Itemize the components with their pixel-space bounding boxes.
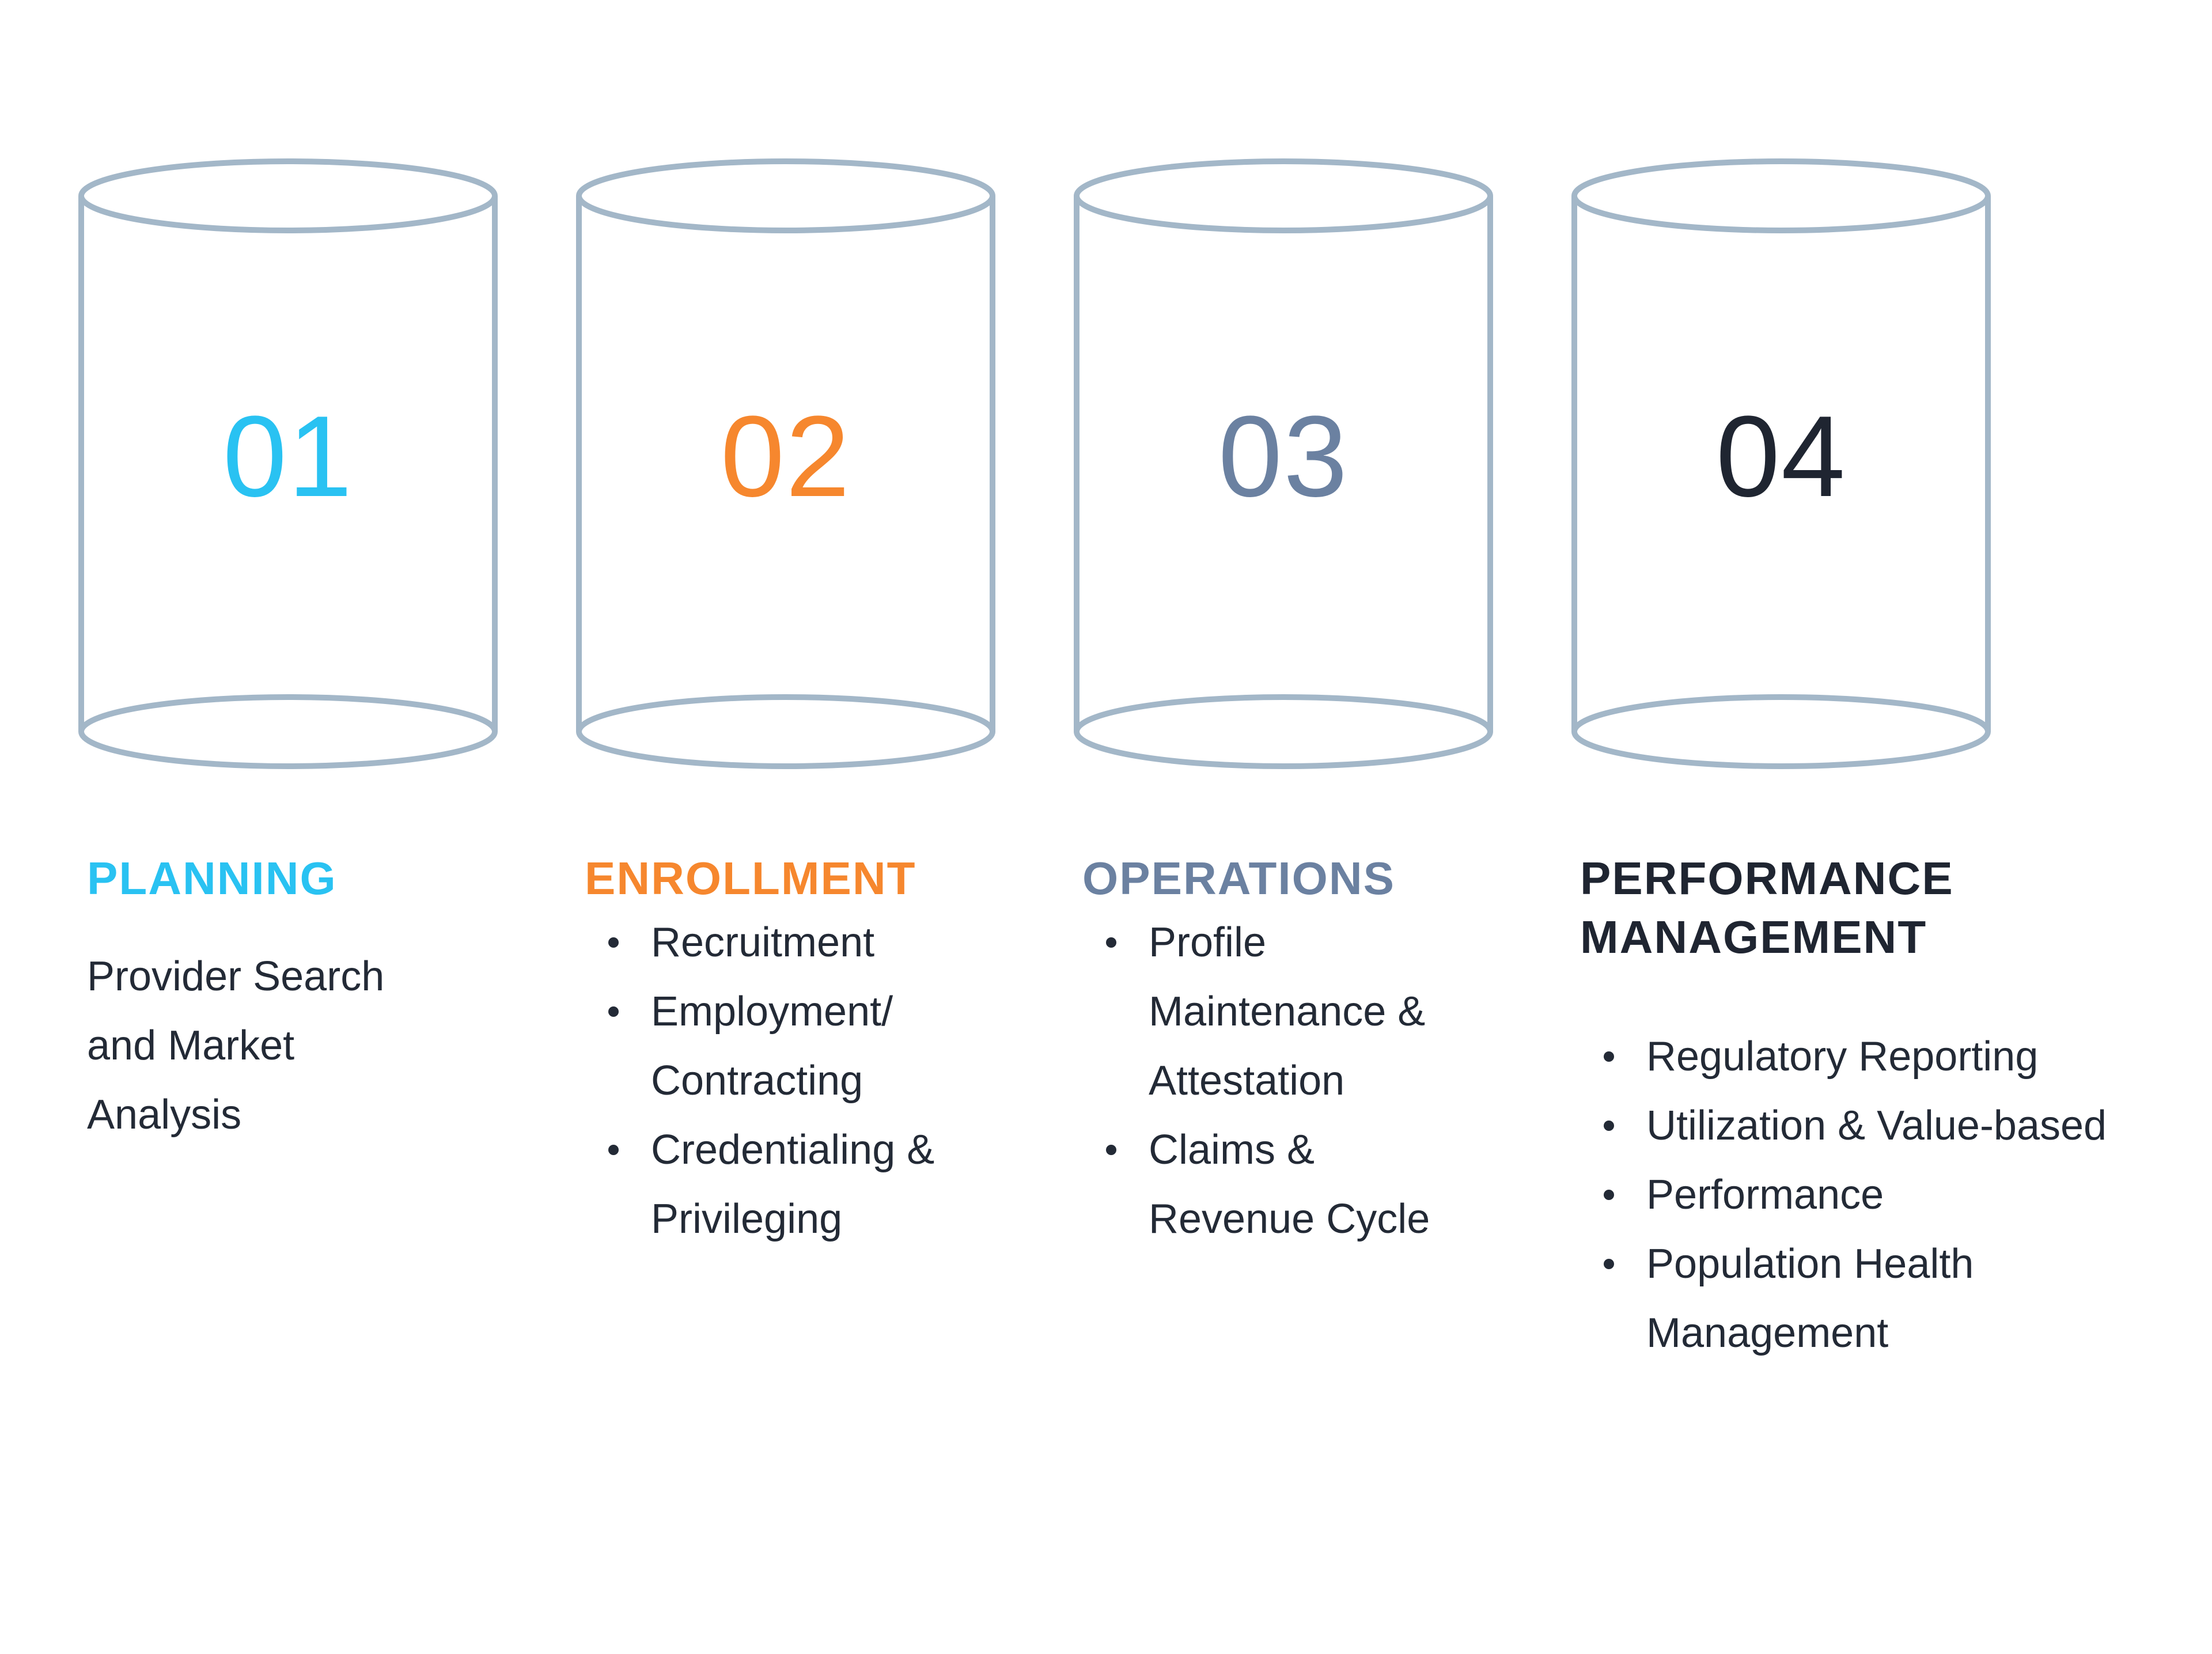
dot-bullet-icon [608,937,619,948]
list-item-line: Privileging [651,1196,843,1242]
list-item-line: Credentialing & [651,1127,935,1173]
column-title [87,849,576,908]
body-line: and Market [87,1023,295,1069]
list-item-line: Maintenance & [1149,989,1426,1035]
column-title [1082,849,1571,908]
title-line: PLANNING [87,853,337,904]
column-title [585,849,1074,908]
operations-textblock [1074,849,1571,1254]
list-item [1580,1091,2212,1160]
body-line: Provider Search [87,953,385,1000]
dot-bullet-icon [1604,1121,1614,1131]
column-planning [78,158,576,1149]
enrollment-list [585,908,1074,1254]
cylinder-step-1 [78,158,498,769]
list-item-line: Utilization & Value-based [1646,1103,2107,1149]
list-item [585,977,1074,1115]
title-line: MANAGEMENT [1580,911,1927,963]
enrollment-textblock [576,849,1074,1254]
list-item-line: Profile [1149,919,1267,966]
list-item-line: Claims & [1149,1127,1315,1173]
step-number: 02 [720,392,851,521]
list-item-line: Performance [1646,1172,1884,1218]
list-item-line: Recruitment [651,919,875,966]
column-title [1580,849,2212,967]
planning-textblock [78,849,576,1149]
dot-bullet-icon [1106,937,1116,948]
planning-description [87,942,576,1149]
title-line: ENROLLMENT [585,853,916,904]
cylinder-step-4 [1571,158,1991,769]
step-number: 03 [1218,392,1349,521]
list-item [585,1115,1074,1254]
operations-list [1082,908,1571,1254]
list-item-line: Contracting [651,1058,863,1104]
step-number: 01 [222,392,354,521]
step-number: 04 [1715,392,1847,521]
dot-bullet-icon [1604,1190,1614,1200]
dot-bullet-icon [1604,1051,1614,1062]
list-item [1082,1115,1571,1254]
dot-bullet-icon [1604,1259,1614,1269]
body-line: Analysis [87,1092,242,1138]
dot-bullet-icon [1106,1145,1116,1155]
list-item [1580,1229,2212,1368]
cylinder-step-2 [576,158,995,769]
performance-management-textblock [1571,849,2212,1368]
column-operations [1074,158,1571,1254]
cylinder-step-3 [1074,158,1493,769]
list-item-line: Revenue Cycle [1149,1196,1430,1242]
list-item-line: Population Health [1646,1241,1974,1287]
list-item-line: Regulatory Reporting [1646,1034,2039,1080]
title-line: PERFORMANCE [1580,853,1954,904]
performance-management-list [1580,1022,2212,1368]
list-item-line: Attestation [1149,1058,1345,1104]
column-enrollment [576,158,1074,1254]
column-performance-management [1571,158,2212,1368]
dot-bullet-icon [608,1006,619,1017]
list-item-line: Employment/ [651,989,893,1035]
list-item [1580,1022,2212,1091]
dot-bullet-icon [608,1145,619,1155]
list-item-line: Management [1646,1310,1889,1356]
title-line: OPERATIONS [1082,853,1396,904]
list-item [1082,908,1571,1115]
list-item [585,908,1074,977]
list-item [1580,1160,2212,1229]
